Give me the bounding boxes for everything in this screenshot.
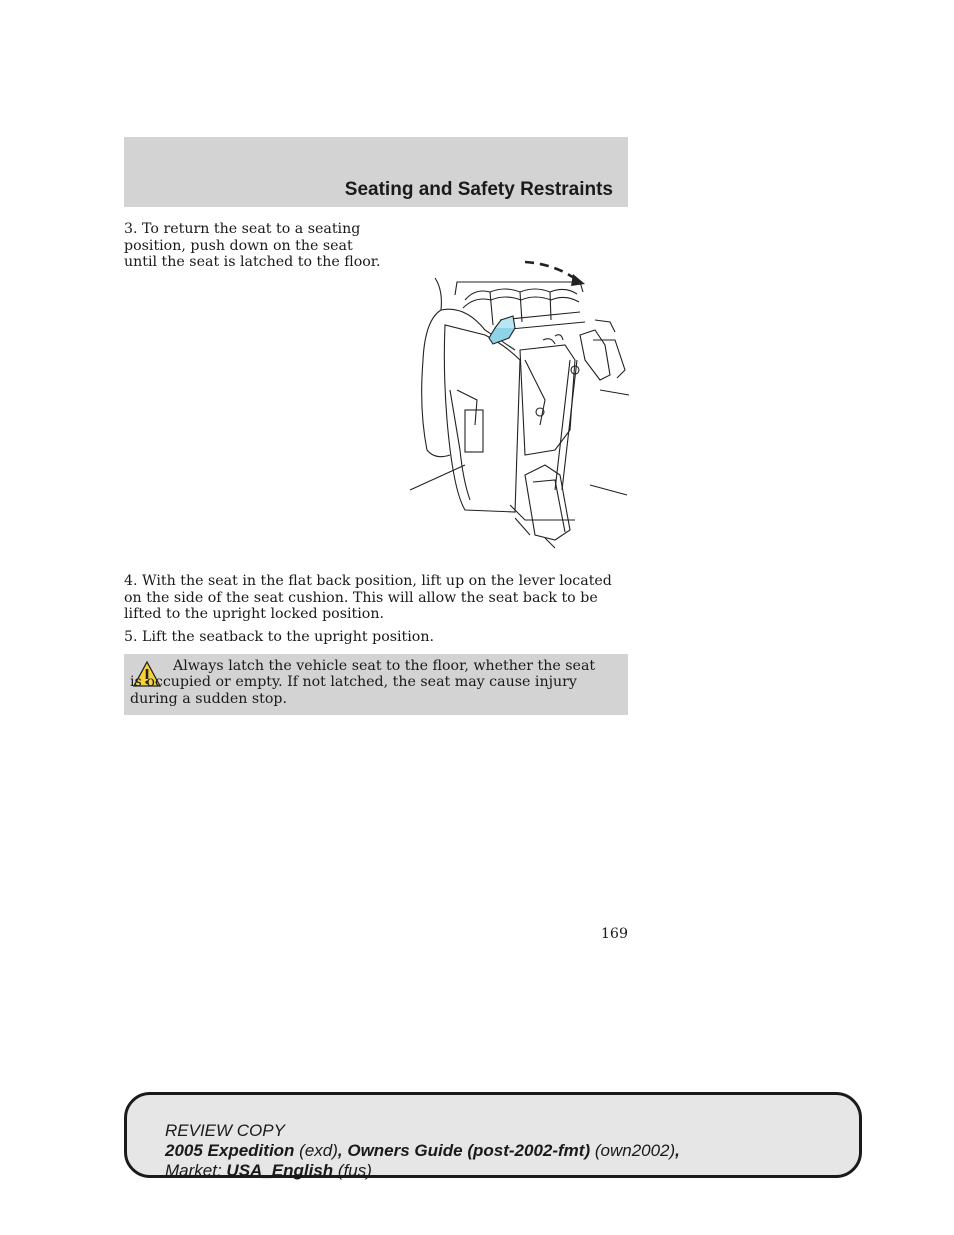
footer-market-code: (fus) <box>337 1161 372 1180</box>
warning-box <box>124 654 628 715</box>
footer-model: 2005 Expedition <box>165 1141 295 1160</box>
step-5-text: 5. Lift the seatback to the upright position. <box>124 629 434 645</box>
review-copy-label: REVIEW COPY <box>165 1121 285 1140</box>
section-title: Seating and Safety Restraints <box>344 179 613 200</box>
footer-comma: , <box>675 1141 680 1160</box>
warning-text: Always latch the vehicle seat to the floor, whether the seat is occupied or empty. If not latched, the seat may cause injury during a sudden stop. <box>130 658 596 707</box>
section-header-band <box>124 137 628 207</box>
step-3-text: 3. To return the seat to a seating position, push down on the seat until the seat is latched to the floor. <box>124 221 381 271</box>
review-copy-footer <box>124 1092 862 1178</box>
footer-market-label: Market: <box>165 1161 222 1180</box>
footer-market: USA_English <box>226 1161 334 1180</box>
step-4-text: 4. With the seat in the flat back position, lift up on the lever located on the side of the seat cushion. This will allow the seat back to be lifted to the upright locked position. <box>124 573 612 623</box>
footer-guide-code: (own2002) <box>594 1141 676 1160</box>
seat-latch-illustration <box>405 250 630 550</box>
footer-guide: , Owners Guide (post-2002-fmt) <box>337 1141 591 1160</box>
footer-text <box>165 1121 680 1181</box>
footer-model-code: (exd) <box>299 1141 338 1160</box>
page-number: 169 <box>600 926 628 942</box>
